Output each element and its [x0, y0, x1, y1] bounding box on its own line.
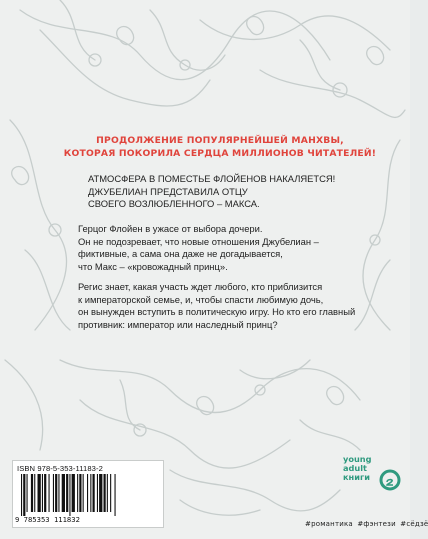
- barcode-bar: [79, 474, 81, 512]
- barcode-bar: [97, 474, 98, 512]
- barcode-bar: [90, 474, 91, 512]
- barcode-bar: [110, 474, 111, 512]
- description-paragraph-2: [78, 281, 368, 331]
- barcode-bar: [77, 474, 78, 512]
- barcode-bar: [83, 474, 84, 512]
- headline-line-1: ПРОДОЛЖЕНИЕ ПОПУЛЯРНЕЙШЕЙ МАНХВЫ,: [96, 135, 344, 146]
- barcode-bar: [31, 474, 33, 512]
- lead-paragraph: [88, 173, 358, 211]
- barcode-bar: [55, 474, 57, 512]
- barcode-bar: [23, 474, 25, 516]
- barcode-bar: [21, 474, 22, 516]
- publisher-line-books: книги: [343, 472, 370, 482]
- headline-line-2: КОТОРАЯ ПОКОРИЛА СЕРДЦА МИЛЛИОНОВ ЧИТАТЕЛЕЙ!: [63, 148, 377, 159]
- barcode-bar: [72, 474, 75, 512]
- barcode-bar: [107, 474, 108, 512]
- headline: [60, 134, 380, 160]
- publisher-logo: [343, 455, 407, 507]
- barcode-bar: [49, 474, 50, 512]
- paragraph-1-line-4: что Макс – «кровожадный принц».: [78, 260, 228, 272]
- publisher-line-young: young: [343, 454, 372, 464]
- barcode-bar: [42, 474, 43, 512]
- barcode-bar: [93, 474, 95, 512]
- isbn-text: ISBN 978-5-353-11183-2: [17, 464, 103, 473]
- barcode-bar: [87, 474, 88, 512]
- barcode-bar: [34, 474, 35, 512]
- lead-line-2: ДЖУБЕЛИАН ПРЕДСТАВИЛА ОТЦУ: [88, 185, 248, 197]
- barcode-bar: [38, 474, 41, 512]
- publisher-line-adult: adult: [343, 463, 367, 473]
- paragraph-1-line-2: Он не подозревает, что новые отношения Джубелиан –: [78, 235, 319, 247]
- barcode-box: [12, 460, 164, 528]
- lead-line-1: АТМОСФЕРА В ПОМЕСТЬЕ ФЛОЙЕНОВ НАКАЛЯЕТСЯ!: [88, 173, 336, 184]
- barcode-bar: [62, 474, 65, 512]
- barcode-bar: [44, 474, 46, 512]
- lead-line-3: СВОЕГО ВОЗЛЮБЛЕННОГО – МАКСА.: [88, 198, 260, 209]
- paragraph-1-line-1: Герцог Флойен в ужасе от выбора дочери.: [78, 223, 263, 234]
- barcode-bar: [27, 474, 28, 512]
- barcode-bars: [21, 474, 157, 516]
- barcode-bar: [66, 474, 68, 512]
- description-paragraph-1: [78, 223, 368, 273]
- barcode-bar: [53, 474, 54, 512]
- tag-shoujo: #сёдзё: [400, 520, 428, 528]
- barcode-bar: [58, 474, 59, 512]
- genre-tags: [303, 520, 428, 528]
- paragraph-1-line-3: фиктивные, а сама она даже не догадывается,: [78, 248, 283, 260]
- barcode-bar: [69, 474, 70, 516]
- barcode-bar: [99, 474, 102, 512]
- paragraph-2-line-2: к императорской семье, и, чтобы спасти любимую дочь,: [78, 293, 324, 305]
- tag-romance: #романтика: [305, 520, 353, 528]
- paragraph-2-line-1: Регис знает, какая участь ждет любого, кто приблизится: [78, 281, 323, 292]
- barcode-bar: [104, 474, 106, 512]
- paragraph-2-line-3: он вынужден вступить в политическую игру. Но кто его главный: [78, 306, 356, 318]
- publisher-mark-icon: [379, 469, 401, 491]
- barcode-bar: [115, 474, 116, 516]
- tag-fantasy: #фэнтези: [357, 520, 396, 528]
- barcode-digits: 9 785353 111832: [15, 515, 80, 524]
- paragraph-2-line-4: противник: император или наследный принц?: [78, 318, 278, 330]
